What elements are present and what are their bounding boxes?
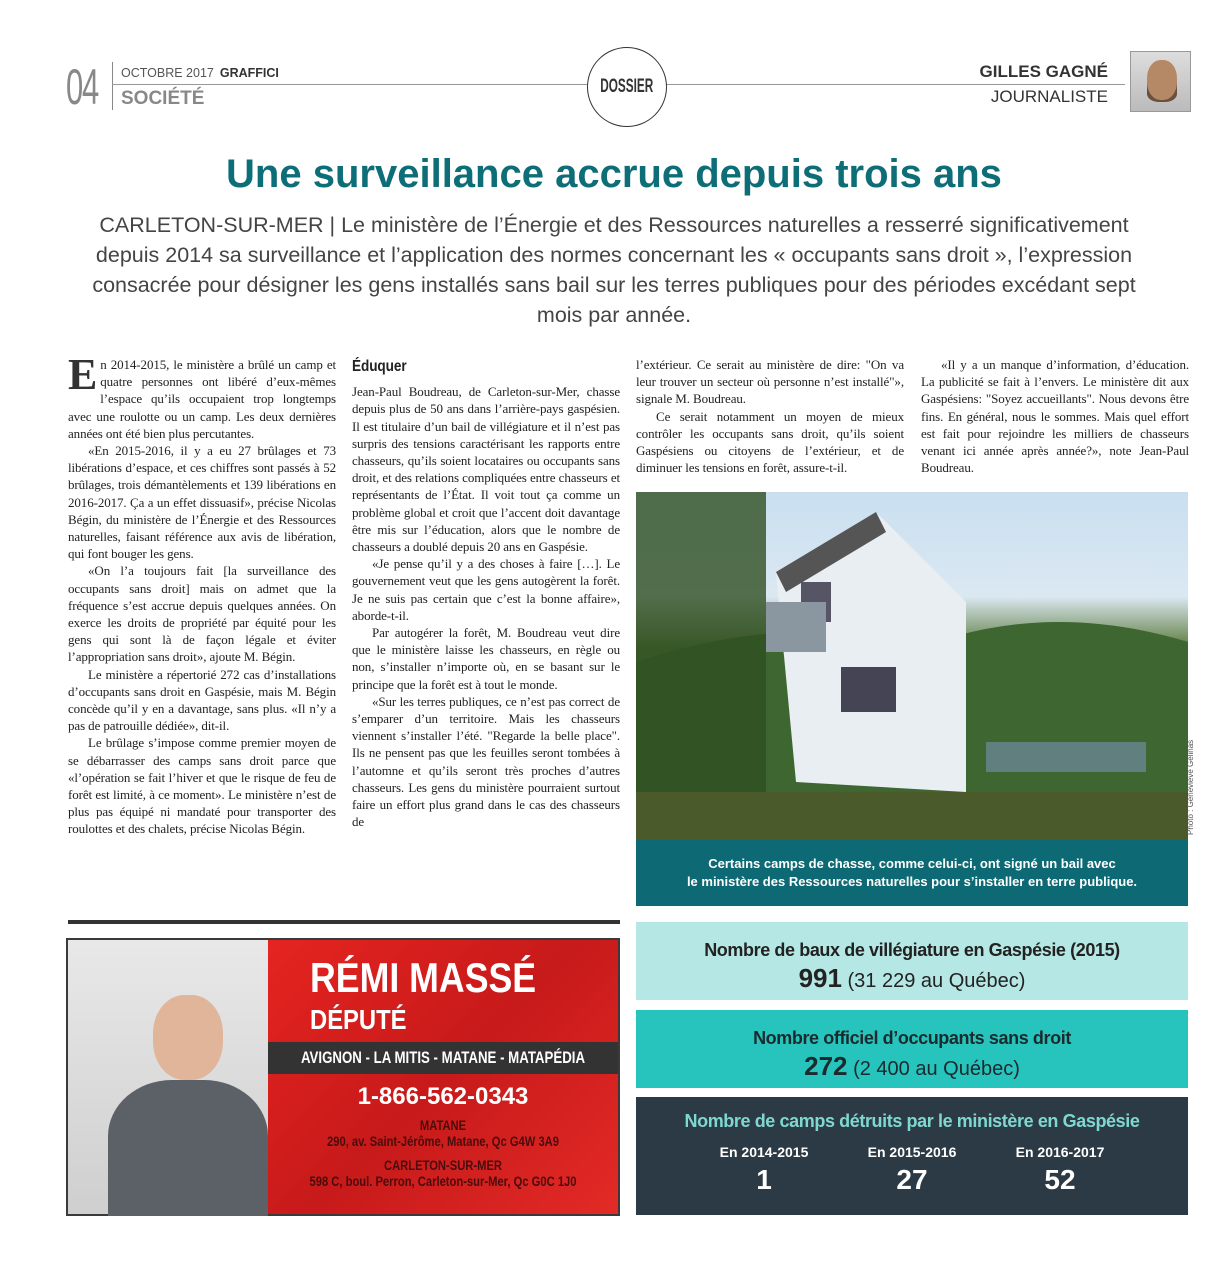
- photo-credit: Photo : Geneviève Gélinas: [1186, 739, 1195, 835]
- stat-year: En 2015-2016 27: [867, 1144, 957, 1195]
- advertisement: [66, 938, 620, 1216]
- stat-box-occupants: [636, 1010, 1188, 1088]
- subhead: Éduquer: [352, 358, 407, 375]
- paragraph: «On l’a toujours fait [la surveillance des occupants sans droit] mais on admet que la fréquence s’est accrue depuis quelques années. On exerce les droits de propriété par équité pour les gens qui sont là de façon légale et éviter l’appropriation sans droit», ajoute M. Bégin.: [68, 563, 336, 665]
- date: OCTOBRE 2017: [121, 66, 214, 80]
- section-name: SOCIÉTÉ: [121, 88, 205, 109]
- stat-box-destroyed-camps: [636, 1097, 1188, 1215]
- stat-years: [636, 1144, 1188, 1196]
- stat-title: Nombre de camps détruits par le ministère en Gaspésie: [684, 1111, 1140, 1131]
- ad-panel: [268, 940, 618, 1214]
- issue-date: [121, 66, 279, 80]
- stat-year: En 2014-2015 1: [719, 1144, 809, 1195]
- section-rule: [68, 920, 620, 924]
- stat-value: 991 (31 229 au Québec): [798, 963, 1026, 993]
- ad-phone: 1-866-562-0343: [357, 1083, 529, 1110]
- column-1: [68, 350, 336, 838]
- paragraph: Par autogérer la forêt, M. Boudreau veut dire que le ministère laisse les chasseurs, en règle ou non, s’installer n’importe où, en se basant sur le principe que la forêt est à tout le monde.: [352, 625, 620, 692]
- ad-ridings-band: [268, 1042, 618, 1074]
- rubric-badge: [587, 47, 667, 127]
- ad-office-address: 290, av. Saint-Jérôme, Matane, Qc G4W 3A9: [327, 1133, 559, 1149]
- cabin-photo: [636, 492, 1188, 840]
- stat-year: En 2016-2017 52: [1015, 1144, 1105, 1195]
- rubric-label: DOSSIER: [600, 76, 654, 97]
- paragraph-text: n 2014-2015, le ministère a brûlé un camp et quatre personnes ont libéré d’eux-mêmes l’espace qu’ils occupaient trop longtemps avec une roulotte ou un camp. Les deux dernières années ont été bien plus percutantes.: [68, 357, 336, 441]
- ad-ridings: AVIGNON - LA MITIS - MATANE - MATAPÉDIA: [300, 1048, 586, 1067]
- publication-name: GRAFFICI: [219, 66, 279, 80]
- divider: [112, 62, 113, 110]
- ad-name: RÉMI MASSÉ: [310, 954, 537, 1001]
- ad-office-2: [268, 1158, 618, 1192]
- ad-title: DÉPUTÉ: [310, 1004, 407, 1035]
- stat-box-leases: [636, 922, 1188, 1000]
- caption-line: Certains camps de chasse, comme celui-ci, ont signé un bail avec: [708, 856, 1116, 871]
- stat-value: 272 (2 400 au Québec): [804, 1051, 1020, 1081]
- article-title: Une surveillance accrue depuis trois ans: [226, 152, 1002, 196]
- paragraph: «En 2015-2016, il y a eu 27 brûlages et 73 libérations d’espace, et ces chiffres sont passés à 52 brûlages, trois démantèlements et 139 libérations en 2016-2017. Ça a un effet dissuasif», précise Nicolas Bégin, du ministère de l’Énergie et des Ressources naturelles, faisant référence aux avis de libération, qui font bouger les gens.: [68, 443, 336, 562]
- dropcap: E: [68, 350, 98, 399]
- column-4: [921, 356, 1189, 476]
- author-photo: [1130, 51, 1191, 112]
- ad-portrait: [68, 940, 268, 1214]
- paragraph: «Il y a un manque d’information, d’éducation. La publicité se fait à l’envers. Le ministère dit aux Gaspésiens: "Soyez accueillants". Nous devons être fins. En général, nous le sommes. Mais quel effort est fait pour rejoindre les milliers de chasseurs venant ici année après année?», note Jean-Paul Boudreau.: [921, 357, 1189, 476]
- ad-office-1: [268, 1118, 618, 1152]
- byline: [980, 62, 1108, 107]
- paragraph: «Je pense qu’il y a des choses à faire […]. Le gouvernement veut que les gens autogèrent la forêt. Je ne suis pas certain que c’est la bonne affaire», aborde-t-il.: [352, 556, 620, 623]
- stat-title: Nombre de baux de villégiature en Gaspésie (2015): [704, 940, 1120, 960]
- author-name: GILLES GAGNÉ: [979, 62, 1108, 81]
- paragraph: [68, 350, 336, 442]
- paragraph: Jean-Paul Boudreau, de Carleton-sur-Mer, chasse depuis plus de 50 ans dans l’arrière-pays gaspésien. Il est titulaire d’un bail de villégiature et il n’est pas surpris des tensions caractérisant les rapports entre chasseurs, qu’ils soient locataires ou occupants sans droit, et des relations compliquées entre chasseurs et représentants de l’État. Il voit tout ça comme un problème global et croit que l’accent doit davantage être mis sur l’éducation, alors que le nombre de chasseurs a doublé depuis 20 ans en Gaspésie.: [352, 384, 620, 555]
- paragraph: Le ministère a répertorié 272 cas d’installations d’occupants sans droit en Gaspésie, mais M. Bégin concède qu’il y en a davantage, sans plus. «Il n’y a pas de patrouille dédiée», dit-il.: [68, 666, 336, 734]
- ad-office-address: 598 C, boul. Perron, Carleton-sur-Mer, Qc G0C 1J0: [309, 1173, 577, 1189]
- page-number: 04: [66, 59, 99, 115]
- author-role: JOURNALISTE: [990, 87, 1108, 106]
- column-3: [636, 356, 904, 476]
- paragraph: Ce serait notamment un moyen de mieux contrôler les occupants sans droit, qu’ils soient Gaspésiens ou citoyens de l’extérieur, et de diminuer les tensions en forêt, assure-t-il.: [636, 408, 904, 476]
- ad-office-city: CARLETON-SUR-MER: [383, 1157, 503, 1173]
- paragraph: l’extérieur. Ce serait au ministère de dire: "On va leur trouver un secteur où personne n’est installé"», signale M. Boudreau.: [636, 357, 904, 407]
- article-lede: CARLETON-SUR-MER | Le ministère de l’Énergie et des Ressources naturelles a resserré significativement depuis 2014 sa surveillance et l’application des normes concernant les « occupants sans droit », l’expression consacrée pour désigner les gens installés sans bail sur les terres publiques pour des périodes excédant sept mois par année.: [92, 213, 1136, 327]
- caption-line: le ministère des Ressources naturelles pour s’installer en terre publique.: [686, 874, 1138, 889]
- photo-caption: [636, 840, 1188, 906]
- paragraph: Le brûlage s’impose comme premier moyen de se débarrasser des camps sans droit parce que «l’opération se fait l’hiver et que le risque de feu de forêt est limité, à ce moment». Le ministère n’est de plus pas équipé ni mandaté pour transporter des roulottes et des chalets, précise Nicolas Bégin.: [68, 735, 336, 837]
- ad-office-city: MATANE: [419, 1117, 467, 1133]
- paragraph: «Sur les terres publiques, ce n’est pas correct de s’emparer d’un territoire. Mais les chasseurs viennent s’installer l’été. "Regarde la belle place". Ils ne pensent pas que les feuilles seront tombées à l’automne et qu’ils seront très proches d’autres chasseurs. Les gens du ministère pourraient surtout faire un effort plus grand dans le cas des chasseurs de: [352, 693, 620, 830]
- column-2: [352, 356, 620, 830]
- stat-title: Nombre officiel d’occupants sans droit: [753, 1028, 1071, 1048]
